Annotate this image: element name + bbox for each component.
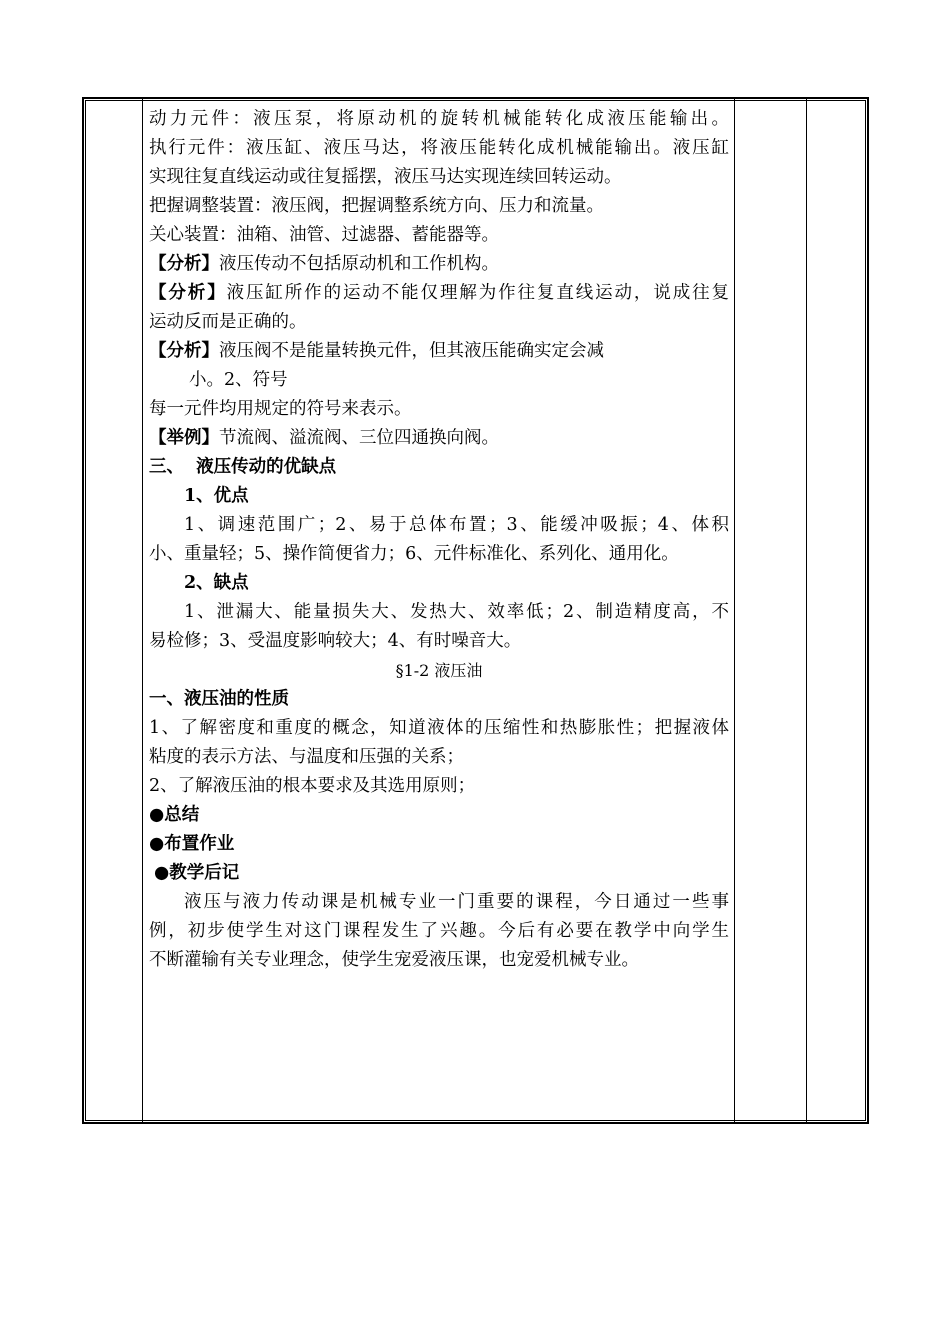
text-line: 执行元件：液压缸、液压马达，将液压能转化成机械能输出。液压缸: [149, 138, 729, 158]
bullet-heading: ●布置作业: [149, 834, 235, 854]
subsection-heading: 2、缺点: [184, 573, 249, 593]
text-line: 1、调速范围广；2、易于总体布置；3、能缓冲吸振；4、体积: [184, 515, 729, 535]
text-line: 易检修；3、受温度影响较大；4、有时噪音大。: [149, 631, 522, 651]
text-line: 动力元件：液压泵，将原动机的旋转机械能转化成液压能输出。: [149, 109, 729, 129]
text-line: 粘度的表示方法、与温度和压强的关系；: [149, 747, 464, 767]
analysis-tag: 【分析】: [149, 254, 219, 274]
text-line: 小。2、符号: [189, 370, 288, 390]
section-heading: 一、液压油的性质: [149, 689, 289, 709]
analysis-line: [149, 279, 729, 308]
analysis-tag: 【分析】: [149, 283, 227, 303]
column-divider: [734, 99, 735, 1122]
text-line: 2、了解液压油的根本要求及其选用原则；: [149, 776, 476, 796]
analysis-line: [149, 337, 729, 366]
content-cell: [149, 105, 729, 975]
text-line: 每一元件均用规定的符号来表示。: [149, 399, 412, 419]
text-line: 把握调整装置：液压阀，把握调整系统方向、压力和流量。: [149, 196, 604, 216]
text-line: 液压阀不是能量转换元件，但其液压能确实定会减: [219, 341, 604, 361]
analysis-line: [149, 250, 729, 279]
text-line: 运动反而是正确的。: [149, 312, 307, 332]
text-line: 1、泄漏大、能量损失大、发热大、效率低；2、制造精度高，不: [184, 602, 729, 622]
section-title: §1-2 液压油: [395, 661, 483, 680]
text-line: 例，初步使学生对这门课程发生了兴趣。今后有必要在教学中向学生: [149, 921, 729, 941]
text-line: 不断灌输有关专业理念，使学生宠爱液压课，也宠爱机械专业。: [149, 950, 639, 970]
analysis-tag: 【分析】: [149, 341, 219, 361]
text-line: 1、了解密度和重度的概念，知道液体的压缩性和热膨胀性；把握液体: [149, 718, 729, 738]
text-line: 液压与液力传动课是机械专业一门重要的课程，今日通过一些事: [184, 892, 729, 912]
bullet-heading: ●总结: [149, 805, 200, 825]
bullet-heading: ●教学后记: [154, 863, 240, 883]
example-tag: 【举例】: [149, 428, 219, 448]
column-divider: [806, 99, 807, 1122]
section-heading: 三、 液压传动的优缺点: [149, 457, 337, 477]
text-line: 关心装置：油箱、油管、过滤器、蓄能器等。: [149, 225, 499, 245]
document-table: [82, 97, 869, 1124]
column-divider: [142, 99, 143, 1122]
text-line: 小、重量轻；5、操作简便省力；6、元件标准化、系列化、通用化。: [149, 544, 679, 564]
subsection-heading: 1、优点: [184, 486, 249, 506]
text-line: 液压传动不包括原动机和工作机构。: [219, 254, 499, 274]
example-line: [149, 424, 729, 453]
text-line: 实现往复直线运动或往复摇摆，液压马达实现连续回转运动。: [149, 167, 622, 187]
text-line: 节流阀、溢流阀、三位四通换向阀。: [219, 428, 499, 448]
text-line: 液压缸所作的运动不能仅理解为作往复直线运动，说成往复: [226, 283, 730, 303]
